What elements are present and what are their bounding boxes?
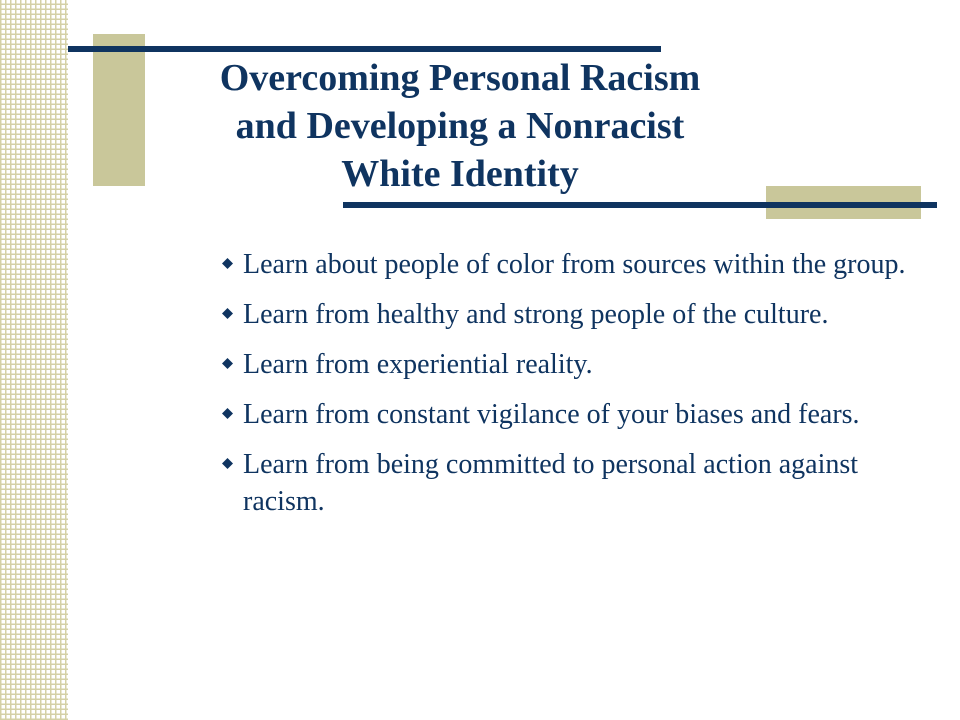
diamond-bullet-icon (222, 258, 233, 269)
bullet-item (220, 396, 920, 433)
decorative-block-left (93, 34, 145, 186)
bullet-item (220, 446, 920, 520)
diamond-bullet-icon (222, 408, 233, 419)
bullet-item (220, 346, 920, 383)
diamond-bullet-icon (222, 358, 233, 369)
decorative-side-pattern (0, 0, 68, 720)
bullet-text: Learn from being committed to personal action against racism. (243, 449, 859, 517)
slide-title (145, 54, 775, 198)
bullet-text: Learn from experiential reality. (243, 349, 593, 380)
bullet-item (220, 246, 920, 283)
diamond-bullet-icon (222, 308, 233, 319)
bullet-item (220, 296, 920, 333)
bullet-list (220, 246, 920, 533)
slide-title-line-3: White Identity (341, 153, 579, 195)
slide-title-line-2: and Developing a Nonracist (235, 105, 685, 147)
bullet-text: Learn about people of color from sources within the group. (243, 249, 906, 280)
bullet-text: Learn from constant vigilance of your biases and fears. (243, 399, 860, 430)
diamond-bullet-icon (222, 458, 233, 469)
slide-title-line-1: Overcoming Personal Racism (219, 57, 701, 99)
title-rule-bottom (343, 202, 937, 208)
bullet-text: Learn from healthy and strong people of the culture. (243, 299, 829, 330)
title-rule-top (68, 46, 661, 52)
